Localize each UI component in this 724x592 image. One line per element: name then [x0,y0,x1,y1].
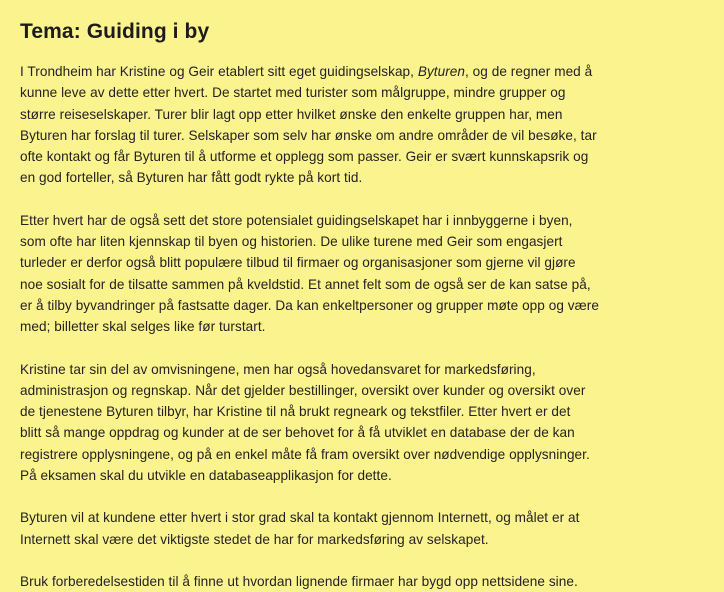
text-line: de tjenestene Byturen tilbyr, har Kristine til nå brukt regneark og tekstfiler. Etter hvert er det [20,404,571,420]
text-line: På eksamen skal du utvikle en databaseapplikasjon for dette. [20,468,392,484]
text-line: registrere opplysningene, og på en enkel måte få fram oversikt over nødvendige opplysninger. [20,446,590,462]
text-line: kunne leve av dette etter hvert. De startet med turister som målgruppe, mindre grupper og [20,85,566,101]
paragraph-preparation [20,571,690,592]
text-line: Bruk forberedelsestiden til å finne ut hvordan lignende firmaer har bygd opp nettsidene sine. [20,573,578,589]
paragraph-database-task [20,359,690,487]
text-line: Byturen har forslag til turer. Selskaper som selv har ønske om andre områder de vil besøke, tar [20,127,597,143]
text-line: ofte kontakt og får Byturen til å utforme et opplegg som passer. Geir er svært kunnskapsrik og [20,149,589,165]
paragraph-intro [20,61,690,189]
text-line: er å tilby byvandringer på fastsatte dager. Da kan enkeltpersoner og grupper møte opp og være [20,297,599,313]
text-line: I Trondheim har Kristine og Geir etablert sitt eget guidingselskap, Byturen, og de regner med å [20,64,593,79]
paragraph-local-market [20,210,690,338]
text-line: turleder er derfor også blitt populære tilbud til firmaer og organisasjoner som gjerne vil gjøre [20,255,576,271]
text-line: noe sosialt for de tilsatte sammen på kveldstid. Et annet felt som de også ser de kan satse på, [20,276,591,292]
text-line: som ofte har liten kjennskap til byen og historien. De ulike turene med Geir som engasjert [20,234,563,250]
paragraph-internet [20,507,690,550]
text-line: større reiseselskaper. Turer blir lagt opp etter hvilket ønske den enkelte gruppen har, men [20,106,563,122]
text-line: administrasjon og regnskap. Når det gjelder bestillinger, oversikt over kunder og oversikt over [20,382,586,398]
text-line: blitt så mange oppdrag og kunder at de ser behovet for å få utviklet en database der de kan [20,425,575,441]
text-line: en god forteller, så Byturen har fått godt rykte på kort tid. [20,170,363,186]
document-title: Tema: Guiding i by [20,20,210,43]
text-line: Byturen vil at kundene etter hvert i stor grad skal ta kontakt gjennom Internett, og målet er at [20,510,580,526]
text-line: Kristine tar sin del av omvisningene, men har også hovedansvaret for markedsføring, [20,361,536,377]
text-line: Internett skal være det viktigste stedet de har for markedsføring av selskapet. [20,531,489,547]
text-line: Etter hvert har de også sett det store potensialet guidingselskapet har i innbyggerne i byen, [20,212,573,228]
text-line: med; billetter skal selges like før turstart. [20,319,266,335]
company-name-emphasis: Byturen [417,64,466,79]
